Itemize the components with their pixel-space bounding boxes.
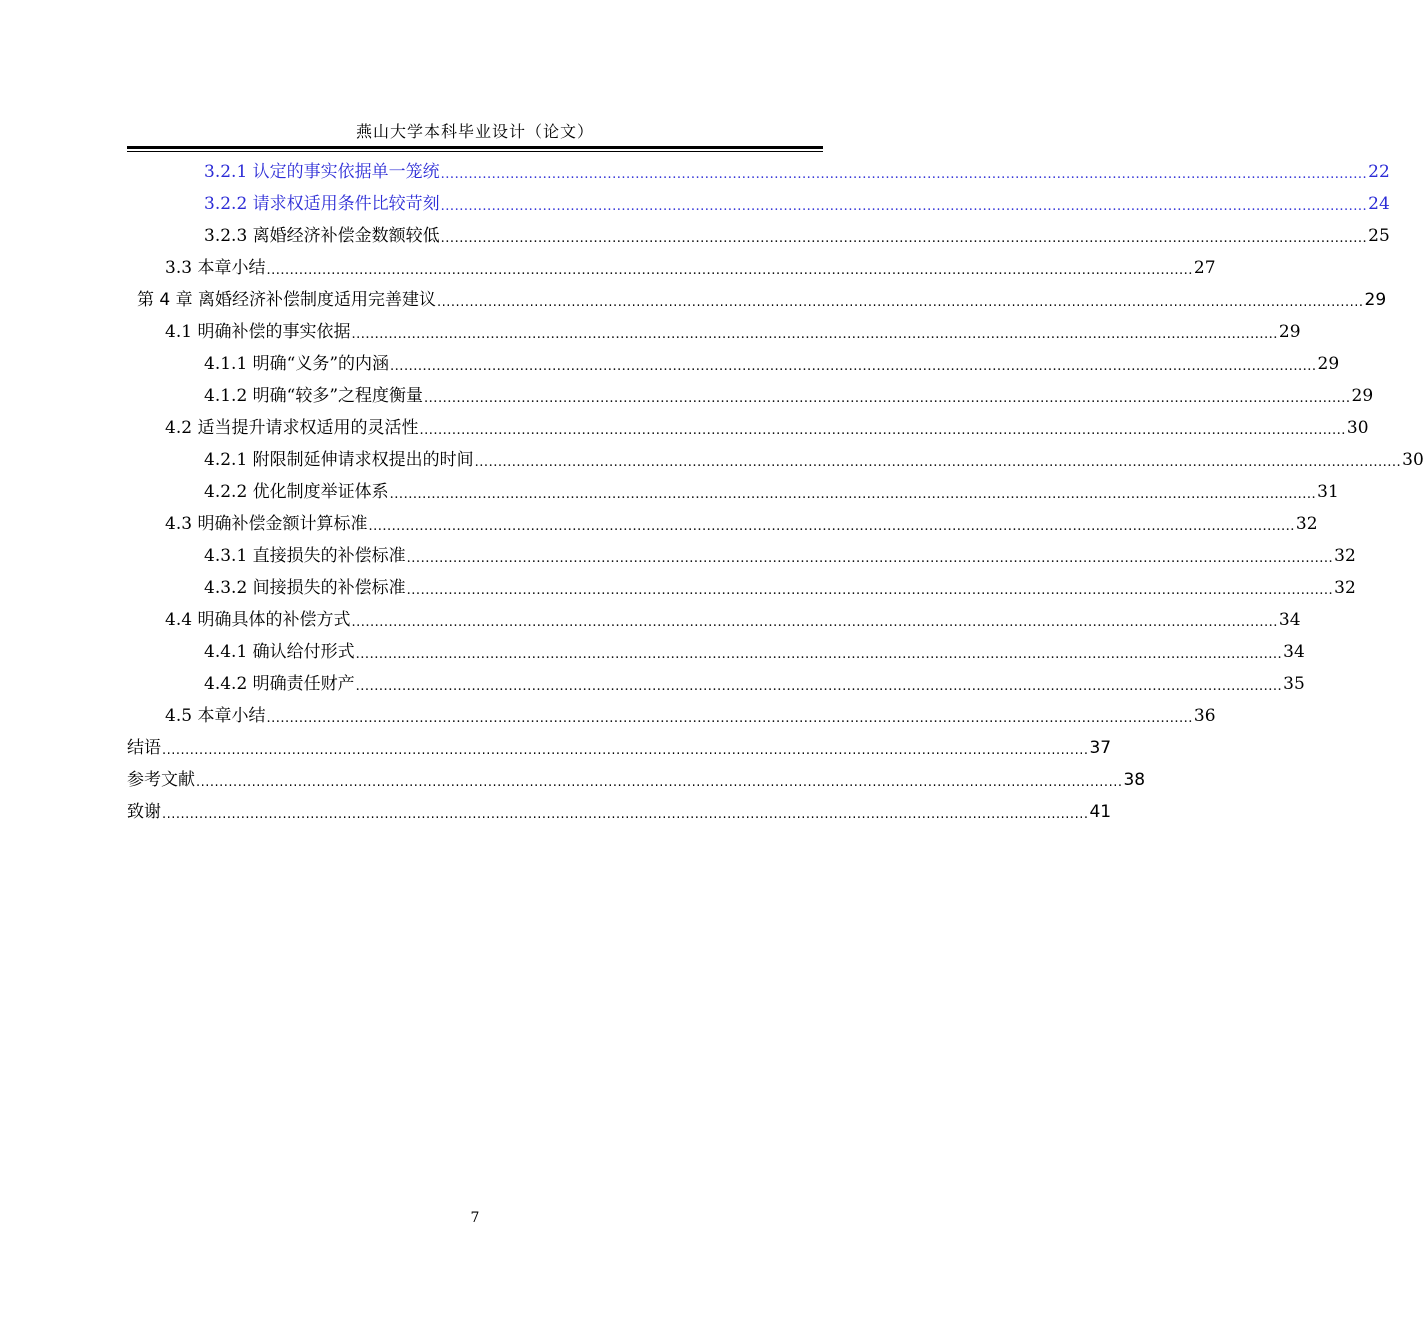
toc-entry-page: 36 — [1193, 706, 1216, 726]
toc-leader-dots: ........................................................................................................................................................................................................ — [355, 679, 1283, 694]
toc-entry-label: 结语 — [127, 738, 161, 758]
toc-entry-page: 38 — [1123, 770, 1146, 790]
toc-entry-page: 30 — [1402, 450, 1424, 470]
toc-leader-dots: ........................................................................................................................................................................................................ — [389, 487, 1317, 502]
toc-leader-dots: ........................................................................................................................................................................................................ — [424, 391, 1351, 406]
toc-entry — [127, 380, 1374, 412]
toc-entry — [127, 572, 1356, 604]
toc-entry — [127, 412, 1369, 444]
toc-entry — [127, 796, 1112, 828]
toc-entry — [127, 476, 1339, 508]
toc-entry-page: 34 — [1283, 642, 1305, 662]
toc-entry-label: 4.4.2 明确责任财产 — [204, 674, 355, 694]
toc-leader-dots: ........................................................................................................................................................................................................ — [437, 295, 1364, 310]
toc-entry-label: 4.2.1 附限制延伸请求权提出的时间 — [204, 450, 474, 470]
toc-entry — [127, 764, 1146, 796]
page-number: 7 — [470, 1210, 480, 1226]
toc-entry-page: 31 — [1317, 482, 1339, 502]
toc-entry-page: 27 — [1193, 258, 1216, 278]
header-rule-thin — [127, 151, 823, 152]
toc-entry[interactable] — [127, 156, 1390, 188]
toc-entry-page: 25 — [1368, 226, 1390, 246]
toc-entry-page: 41 — [1089, 802, 1112, 822]
toc-entry-page: 35 — [1283, 674, 1305, 694]
toc-entry-label: 4.1.1 明确“义务”的内涵 — [204, 354, 390, 374]
toc-entry-label: 4.2 适当提升请求权适用的灵活性 — [165, 418, 419, 438]
toc-entry-label: 第 4 章 离婚经济补偿制度适用完善建议 — [137, 290, 437, 310]
toc-leader-dots: ........................................................................................................................................................................................................ — [474, 455, 1402, 470]
toc-entry-label: 4.4.1 确认给付形式 — [204, 642, 355, 662]
toc-entry-label: 3.2.1 认定的事实依据单一笼统 — [204, 162, 440, 182]
toc-entry-label: 4.5 本章小结 — [165, 706, 266, 726]
running-header-title: 燕山大学本科毕业设计（论文） — [355, 122, 594, 141]
toc-leader-dots: ........................................................................................................................................................................................................ — [390, 359, 1317, 374]
toc-entry — [127, 732, 1112, 764]
toc-entry-page: 22 — [1368, 162, 1390, 182]
toc-entry — [127, 604, 1301, 636]
toc-entry-label: 4.4 明确具体的补偿方式 — [165, 610, 351, 630]
toc-leader-dots: ........................................................................................................................................................................................................ — [419, 423, 1346, 438]
toc-leader-dots: ........................................................................................................................................................................................................ — [351, 615, 1278, 630]
toc-leader-dots: ........................................................................................................................................................................................................ — [440, 231, 1368, 246]
toc-entry — [127, 284, 1387, 316]
toc-leader-dots: ........................................................................................................................................................................................................ — [196, 775, 1123, 790]
toc-entry — [127, 348, 1340, 380]
toc-entry-page: 24 — [1368, 194, 1390, 214]
toc-leader-dots: ........................................................................................................................................................................................................ — [440, 199, 1368, 214]
toc-leader-dots: ........................................................................................................................................................................................................ — [440, 167, 1368, 182]
toc-entry-label: 4.1 明确补偿的事实依据 — [165, 322, 351, 342]
table-of-contents — [127, 156, 1424, 828]
toc-entry-page: 37 — [1089, 738, 1112, 758]
toc-entry — [127, 540, 1356, 572]
toc-entry — [127, 444, 1424, 476]
toc-entry — [127, 508, 1318, 540]
toc-entry — [127, 700, 1216, 732]
toc-entry-label: 3.2.3 离婚经济补偿金数额较低 — [204, 226, 440, 246]
toc-entry — [127, 636, 1305, 668]
toc-entry-label: 4.1.2 明确“较多”之程度衡量 — [204, 386, 424, 406]
toc-entry-page: 30 — [1346, 418, 1369, 438]
toc-entry[interactable] — [127, 188, 1390, 220]
toc-leader-dots: ........................................................................................................................................................................................................ — [406, 551, 1334, 566]
toc-entry-page: 32 — [1334, 546, 1356, 566]
toc-entry-page: 29 — [1351, 386, 1374, 406]
toc-leader-dots: ........................................................................................................................................................................................................ — [406, 583, 1334, 598]
toc-leader-dots: ........................................................................................................................................................................................................ — [266, 263, 1193, 278]
header-rule-thick — [127, 146, 823, 149]
toc-leader-dots: ........................................................................................................................................................................................................ — [162, 743, 1089, 758]
toc-entry-label: 4.3 明确补偿金额计算标准 — [165, 514, 368, 534]
toc-entry — [127, 668, 1305, 700]
toc-entry-label: 4.2.2 优化制度举证体系 — [204, 482, 389, 502]
toc-leader-dots: ........................................................................................................................................................................................................ — [355, 647, 1283, 662]
toc-leader-dots: ........................................................................................................................................................................................................ — [351, 327, 1278, 342]
toc-entry — [127, 252, 1216, 284]
toc-entry-page: 32 — [1295, 514, 1318, 534]
toc-entry-label: 参考文献 — [127, 770, 195, 790]
toc-entry — [127, 316, 1301, 348]
toc-entry-label: 4.3.1 直接损失的补偿标准 — [204, 546, 406, 566]
toc-entry-label: 3.2.2 请求权适用条件比较苛刻 — [204, 194, 440, 214]
toc-entry-page: 34 — [1278, 610, 1301, 630]
toc-entry-page: 29 — [1278, 322, 1301, 342]
toc-leader-dots: ........................................................................................................................................................................................................ — [266, 711, 1193, 726]
toc-entry-label: 致谢 — [127, 802, 161, 822]
toc-entry-label: 4.3.2 间接损失的补偿标准 — [204, 578, 406, 598]
toc-leader-dots: ........................................................................................................................................................................................................ — [368, 519, 1295, 534]
toc-entry-page: 32 — [1334, 578, 1356, 598]
toc-leader-dots: ........................................................................................................................................................................................................ — [162, 807, 1089, 822]
toc-entry-label: 3.3 本章小结 — [165, 258, 266, 278]
toc-entry-page: 29 — [1317, 354, 1340, 374]
toc-entry-page: 29 — [1364, 290, 1387, 310]
toc-entry — [127, 220, 1390, 252]
